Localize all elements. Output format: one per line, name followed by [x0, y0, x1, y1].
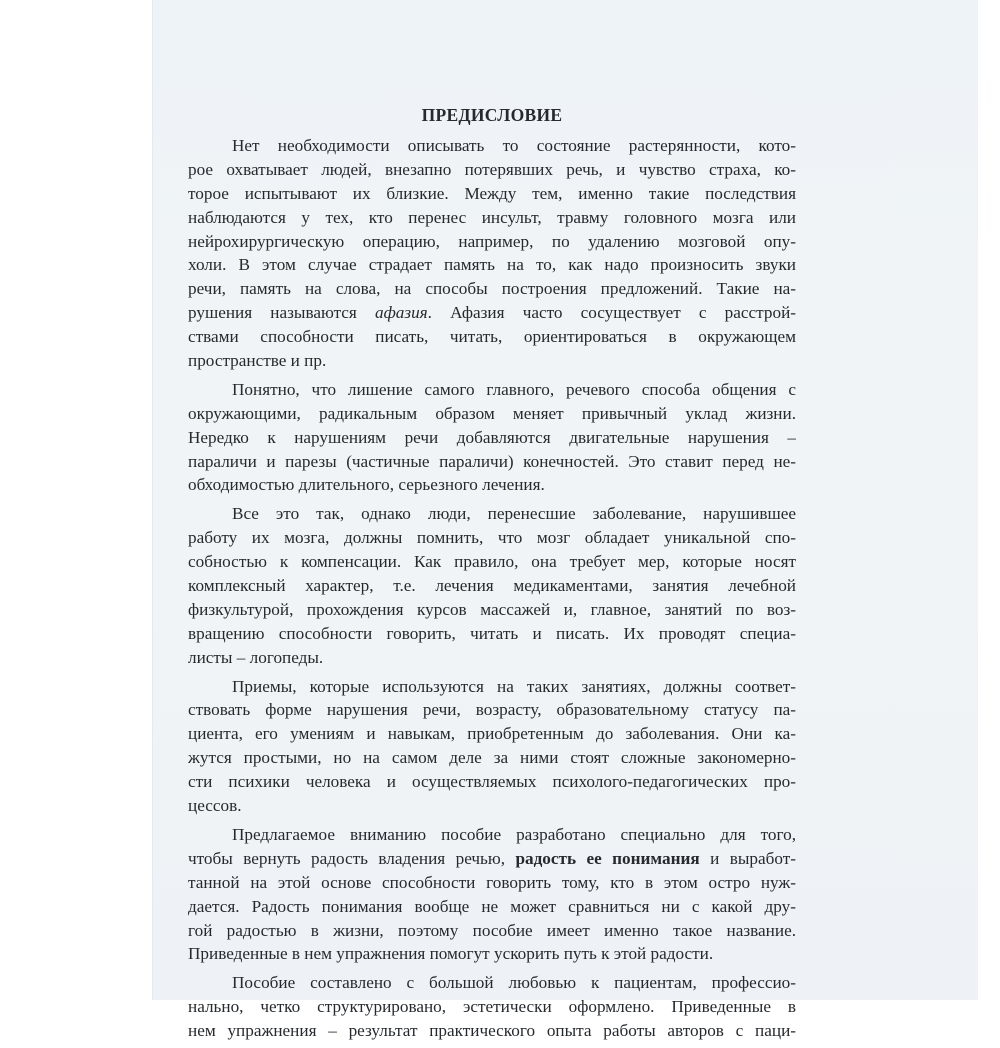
- text-segment: наблюдаются у тех, кто перенес инсульт, травму головного мозга или: [188, 207, 796, 227]
- text-line: [188, 134, 796, 158]
- text-line: [188, 206, 796, 230]
- text-line: [188, 158, 796, 182]
- text-line: [188, 473, 796, 497]
- text-line: [188, 895, 796, 919]
- bold-phrase: радость ее понимания: [515, 848, 700, 868]
- text-segment: и выработ-: [699, 848, 796, 868]
- text-segment: рушения называются: [188, 303, 375, 323]
- text-line: [188, 675, 796, 699]
- text-line: [188, 450, 796, 474]
- text-segment: цессов.: [188, 796, 242, 816]
- text-segment: Предлагаемое вниманию пособие разработано специально для того,: [232, 824, 796, 844]
- text-line: [188, 995, 796, 1019]
- text-segment: нально, четко структурировано, эстетически оформлено. Приведенные в: [188, 997, 796, 1017]
- paragraph: [188, 971, 796, 1043]
- text-segment: вращению способности говорить, читать и писать. Их проводят специа-: [188, 623, 796, 643]
- text-line: [188, 378, 796, 402]
- text-segment: торое испытывают их близкие. Между тем, именно такие последствия: [188, 183, 796, 203]
- text-line: [188, 325, 796, 349]
- text-segment: пространстве и пр.: [188, 351, 327, 371]
- text-segment: физкультурой, прохождения курсов массажей и, главное, занятий по воз-: [188, 599, 796, 619]
- text-line: [188, 823, 796, 847]
- text-line: [188, 622, 796, 646]
- text-segment: листы – логопеды.: [188, 647, 324, 667]
- text-line: [188, 646, 796, 670]
- text-line: [188, 746, 796, 770]
- text-segment: дается. Радость понимания вообще не может сравниться ни с какой дру-: [188, 896, 796, 916]
- text-segment: Приемы, которые используются на таких занятиях, должны соответ-: [232, 676, 796, 696]
- text-segment: сти психики человека и осуществляемых психолого-педагогических про-: [188, 772, 796, 792]
- text-segment: работу их мозга, должны помнить, что мозг обладает уникальной спо-: [188, 528, 796, 548]
- paragraph: [188, 134, 796, 373]
- text-segment: чтобы вернуть радость владения речью,: [188, 848, 516, 868]
- text-segment: Приведенные в нем упражнения помогут ускорить путь к этой радости.: [188, 944, 714, 964]
- text-segment: Пособие составлено с большой любовью к пациентам, профессио-: [232, 973, 796, 993]
- page-title: ПРЕДИСЛОВИЕ: [421, 105, 563, 125]
- text-segment: комплексный характер, т.е. лечения медикаментами, занятия лечебной: [188, 576, 796, 596]
- text-line: [188, 230, 796, 254]
- text-segment: речи, память на слова, на способы построения предложений. Такие на-: [188, 279, 796, 299]
- text-line: [188, 301, 796, 325]
- text-line: [188, 277, 796, 301]
- text-line: [188, 426, 796, 450]
- text-segment: холи. В этом случае страдает память на то, как надо произносить звуки: [188, 255, 796, 275]
- text-segment: Все это так, однако люди, перенесшие заболевание, нарушившее: [232, 504, 796, 524]
- text-segment: рое охватывает людей, внезапно потерявших речь, и чувство страха, ко-: [188, 159, 796, 179]
- text-segment: обходимостью длительного, серьезного лечения.: [188, 475, 545, 495]
- text-line: [188, 770, 796, 794]
- text-segment: танной на этой основе способности говорить тому, кто в этом остро нуж-: [188, 872, 796, 892]
- text-line: [188, 502, 796, 526]
- paragraph: [188, 502, 796, 669]
- text-line: [188, 598, 796, 622]
- text-line: [188, 971, 796, 995]
- text-segment: ствами способности писать, читать, ориентироваться в окружающем: [188, 327, 796, 347]
- italic-term: афазия: [374, 303, 428, 323]
- text-segment: нем упражнения – результат практического опыта работы авторов с паци-: [188, 1021, 796, 1041]
- text-segment: нейрохирургическую операцию, например, по удалению мозговой опу-: [188, 231, 796, 251]
- paragraph: [188, 675, 796, 818]
- text-line: [188, 550, 796, 574]
- text-line: [188, 349, 796, 373]
- text-line: [188, 847, 796, 871]
- body-text: [188, 134, 796, 1043]
- text-segment: гой радостью в жизни, поэтому пособие имеет именно такое название.: [188, 920, 796, 940]
- text-line: [188, 402, 796, 426]
- text-line: [188, 1019, 796, 1043]
- text-line: [188, 182, 796, 206]
- text-segment: жутся простыми, но на самом деле за ними стоят сложные закономерно-: [188, 748, 796, 768]
- text-block: [188, 104, 796, 1048]
- text-segment: собностью к компенсации. Как правило, она требует мер, которые носят: [188, 552, 796, 572]
- text-segment: Нередко к нарушениям речи добавляются двигательные нарушения –: [188, 427, 796, 447]
- text-segment: ствовать форме нарушения речи, возрасту, образовательному статусу па-: [188, 700, 796, 720]
- text-line: [188, 253, 796, 277]
- text-line: [188, 722, 796, 746]
- text-segment: Понятно, что лишение самого главного, речевого способа общения с: [232, 379, 796, 399]
- text-segment: параличи и парезы (частичные параличи) конечностей. Это ставит перед не-: [188, 451, 796, 471]
- text-line: [188, 574, 796, 598]
- paragraph: [188, 378, 796, 497]
- text-line: [188, 942, 796, 966]
- text-line: [188, 526, 796, 550]
- paragraph: [188, 823, 796, 966]
- text-segment: . Афазия часто сосуществует с расстрой-: [427, 303, 796, 323]
- text-line: [188, 871, 796, 895]
- text-line: [188, 698, 796, 722]
- text-segment: Нет необходимости описывать то состояние растерянности, кото-: [232, 136, 796, 155]
- text-segment: окружающими, радикальным образом меняет привычный уклад жизни.: [188, 403, 796, 423]
- text-line: [188, 919, 796, 943]
- text-segment: циента, его умениям и навыкам, приобретенным до заболевания. Они ка-: [188, 724, 796, 744]
- text-line: [188, 794, 796, 818]
